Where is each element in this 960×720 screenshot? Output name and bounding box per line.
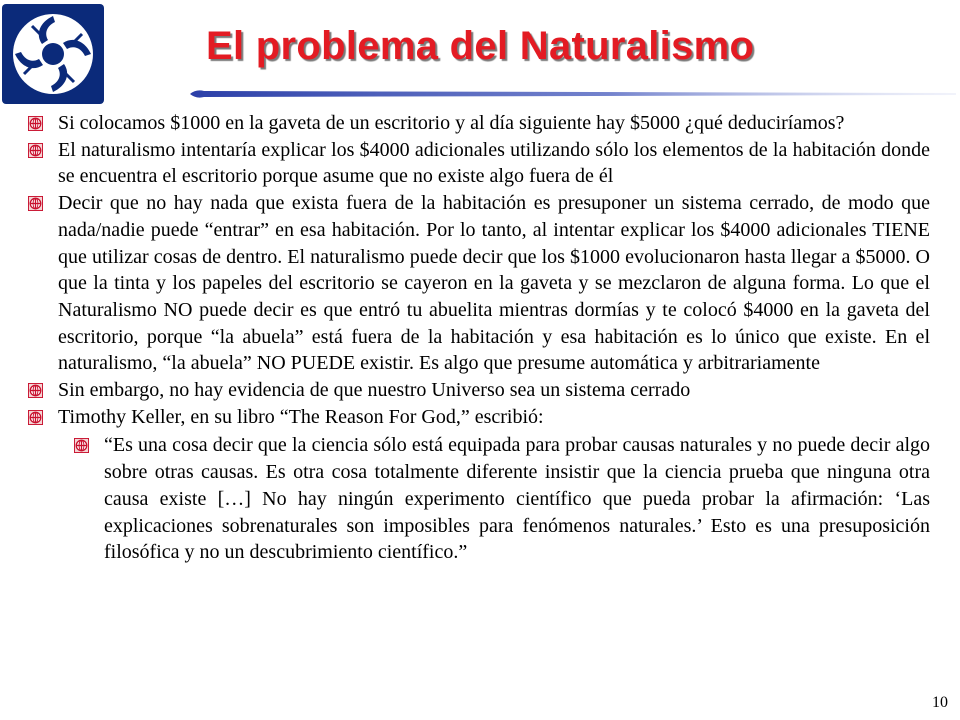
hands-circle-logo-icon	[2, 4, 104, 104]
sub-bullet-item	[72, 432, 930, 566]
globe-bullet-icon	[74, 438, 89, 453]
bullet-item	[26, 110, 930, 137]
globe-bullet-icon	[28, 116, 43, 131]
bullet-text: Timothy Keller, en su libro “The Reason For God,” escribió:	[58, 405, 544, 428]
globe-bullet-icon	[28, 143, 43, 158]
bullet-text: Si colocamos $1000 en la gaveta de un escritorio y al día siguiente hay $5000 ¿qué deduciríamos?	[58, 112, 845, 134]
bullet-item	[26, 377, 930, 404]
globe-bullet-icon	[28, 410, 43, 425]
bullet-text: El naturalismo intentaría explicar los $4000 adicionales utilizando sólo los elementos de la habitación donde se encuentra el escritorio porque asume que no existe algo fuera de él	[58, 138, 930, 188]
title-underline	[190, 88, 956, 100]
bullet-text: Sin embargo, no hay evidencia de que nuestro Universo sea un sistema cerrado	[58, 379, 691, 402]
bullet-text: Decir que no hay nada que exista fuera de la habitación es presuponer un sistema cerrado, de modo que nada/nadie puede “entrar” en esa habitación. Por lo tanto, al intentar explicar los $4000 adicionales TIENE que utilizar cosas de dentro. El naturalismo puede decir que los $1000 evolucionaron hasta llegar a $5000. O que la tinta y los papeles del escritorio se cayeron en la gaveta y se mezclaron de alguna forma. Lo que el Naturalismo NO puede decir es que entró tu abuelita mientras dormías y te colocó $4000 en la gaveta del escritorio, porque “la abuela” está fuera de la habitación y esa habitación es lo único que existe. En el naturalismo, “la abuela” NO PUEDE existir. Es algo que presume automática y arbitrariamente	[58, 192, 930, 375]
page-number: 10	[932, 694, 948, 711]
quote-text: “Es una cosa decir que la ciencia sólo está equipada para probar causas naturales y no puede decir algo sobre otras causas. Es otra cosa totalmente diferente insistir que la ciencia prueba que ninguna otra causa existe […] No hay ningún experimento científico que pueda probar la afirmación: ‘Las explicaciones sobrenaturales son imposibles para fenómenos naturales.’ Esto es una presuposición filosófica y no un descubrimiento científico.”	[104, 434, 930, 564]
page-title: El problema del Naturalismo	[206, 24, 755, 68]
bullet-list	[26, 110, 930, 566]
bullet-item	[26, 190, 930, 377]
bullet-item	[26, 404, 930, 431]
bullet-item	[26, 137, 930, 190]
globe-bullet-icon	[28, 383, 43, 398]
globe-bullet-icon	[28, 196, 43, 211]
